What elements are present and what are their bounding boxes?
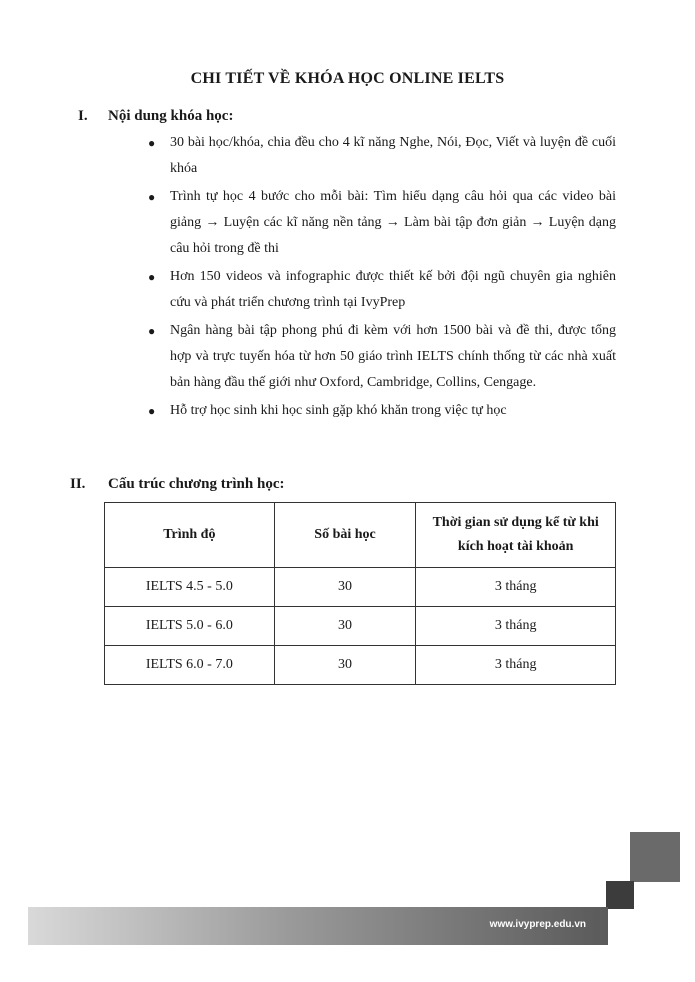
footer-website-link[interactable]: www.ivyprep.edu.vn — [489, 919, 586, 930]
column-header-lessons: Số bài học — [274, 503, 416, 568]
table-header-row — [105, 503, 616, 568]
table-cell-level: IELTS 6.0 - 7.0 — [105, 646, 275, 685]
table-row — [105, 607, 616, 646]
column-header-level: Trình độ — [105, 503, 275, 568]
list-item — [148, 318, 616, 396]
footer-bar — [28, 907, 608, 945]
table-cell-duration: 3 tháng — [416, 568, 616, 607]
section-2-heading: Cấu trúc chương trình học: — [108, 476, 285, 492]
list-item-text: Ngân hàng bài tập phong phú đi kèm với hơn 1500 bài và đề thi, được tổng hợp và trực tuyến hóa từ hơn 50 giáo trình IELTS chính thống từ các nhà xuất bản hàng đầu thế giới như Oxford, Cambridge, Collins, Cengage. — [170, 323, 616, 390]
table-cell-duration: 3 tháng — [416, 607, 616, 646]
course-content-list — [148, 130, 616, 426]
table-cell-lessons: 30 — [274, 607, 416, 646]
table-cell-lessons: 30 — [274, 568, 416, 607]
section-2-number: II. — [70, 476, 86, 492]
section-1-heading: Nội dung khóa học: — [108, 108, 234, 124]
table-row — [105, 646, 616, 685]
list-item-text: Trình tự học 4 bước cho mỗi bài: Tìm hiểu dạng câu hỏi qua các video bài giảng → Luyện các kĩ năng nền tảng → Làm bài tập đơn giản → Luyện dạng câu hỏi trong đề thi — [170, 189, 616, 256]
bullet-icon: ● — [148, 324, 156, 338]
section-1-number: I. — [78, 108, 88, 124]
table-cell-lessons: 30 — [274, 646, 416, 685]
list-item — [148, 398, 616, 424]
bullet-icon: ● — [148, 136, 156, 150]
table-cell-level: IELTS 4.5 - 5.0 — [105, 568, 275, 607]
list-item — [148, 130, 616, 182]
table-cell-duration: 3 tháng — [416, 646, 616, 685]
page-title: CHI TIẾT VỀ KHÓA HỌC ONLINE IELTS — [190, 70, 505, 87]
decorative-square-large — [630, 832, 680, 882]
list-item-text: Hơn 150 videos và infographic được thiết kế bởi đội ngũ chuyên gia nghiên cứu và phát triển chương trình tại IvyPrep — [170, 269, 616, 310]
list-item — [148, 264, 616, 316]
bullet-icon: ● — [148, 270, 156, 284]
table-row — [105, 568, 616, 607]
course-structure-table — [104, 502, 616, 685]
bullet-icon: ● — [148, 190, 156, 204]
list-item — [148, 184, 616, 262]
decorative-square-small — [606, 881, 634, 909]
table-cell-level: IELTS 5.0 - 6.0 — [105, 607, 275, 646]
bullet-icon: ● — [148, 404, 156, 418]
list-item-text: Hỗ trợ học sinh khi học sinh gặp khó khăn trong việc tự học — [170, 403, 507, 418]
column-header-duration: Thời gian sử dụng kể từ khi kích hoạt tài khoản — [416, 503, 616, 568]
list-item-text: 30 bài học/khóa, chia đều cho 4 kĩ năng Nghe, Nói, Đọc, Viết và luyện đề cuối khóa — [170, 135, 616, 176]
